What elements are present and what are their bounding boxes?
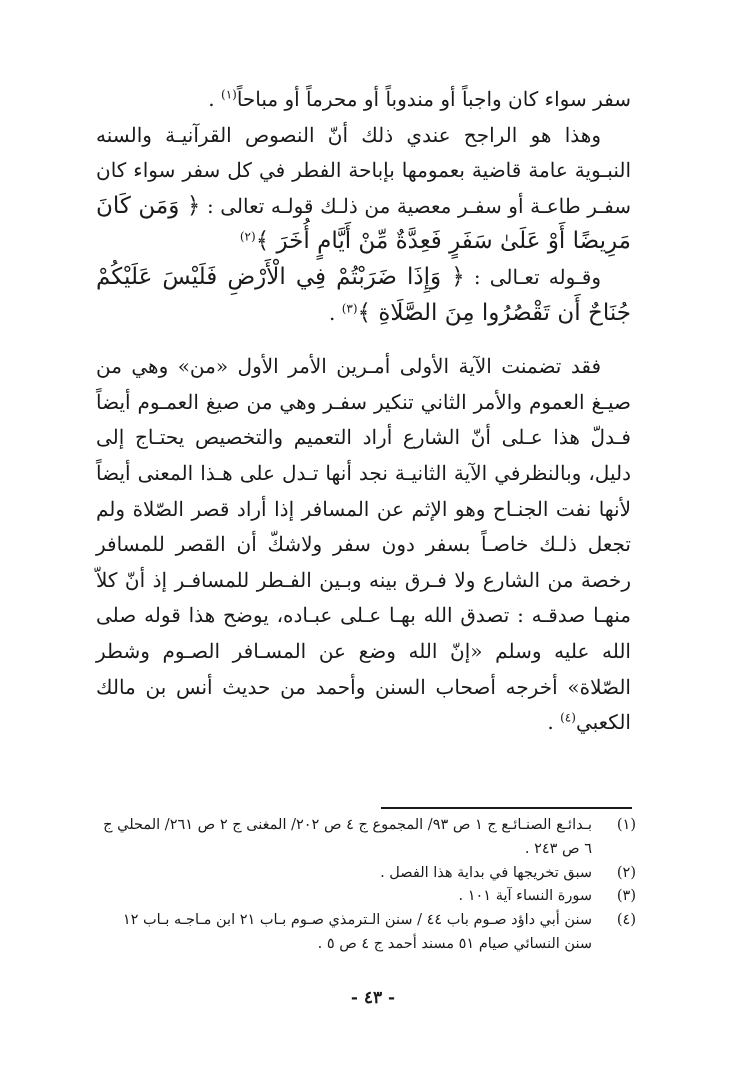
paragraph-3-text: وقـوله تعـالى : — [473, 264, 601, 289]
footnote-1-text: بـدائـع الصنـائـع ج ١ ص ٩٣/ المجموع ج ٤ ص ٢٠٢/ المغنى ج ٢ ص ٢٦١/ المحلي ج ٦ ص ٢٤٣ . — [103, 817, 592, 857]
footnote-1-number: (١) — [616, 817, 636, 833]
footnote-3-number: (٣) — [616, 888, 636, 905]
paragraph-3 — [96, 260, 631, 331]
footnote-2-text: سبق تخريجها في بداية هذا الفصل . — [380, 864, 592, 881]
footnote-2-number: (٢) — [616, 864, 636, 881]
footnote-2 — [96, 862, 636, 886]
paragraph-3-end: . — [329, 300, 336, 325]
quran-verse-2: ﴿ وَإِذَا ضَرَبْتُمْ فِي الْأَرْضِ فَلَيْسَ عَلَيْكُمْ جُنَاحٌ أَن تَقْصُرُوا مِنَ الصَّلَاةِ ﴾ — [96, 263, 631, 326]
paragraph-2 — [96, 118, 631, 260]
footnotes — [96, 814, 636, 957]
main-text — [96, 82, 631, 741]
footnote-4-number: (٤) — [616, 912, 636, 929]
footnote-3-text: سورة النساء آية ١٠١ . — [458, 888, 592, 905]
paragraph-1-text: سفر سواء كان واجباً أو مندوباً أو محرماً أو مباحاً — [236, 87, 631, 111]
footnote-4-text: سنن أبي داؤد صـوم باب ٤٤ / سنن الـترمذي صـوم بـاب ٢١ ابن مـاجـه بـاب ١٢ سنن النسائي صيام ٥١ مسند أحمد ج ٤ ص ٥ . — [122, 912, 592, 952]
footnote-separator — [381, 807, 632, 809]
footnote-ref-3: (٣) — [341, 300, 358, 315]
quran-verse-1: ﴿ وَمَن كَانَ مَرِيضًا أَوْ عَلَىٰ سَفَرٍ فَعِدَّةٌ مِّنْ أَيَّامٍ أُخَرَ ﴾ — [96, 192, 631, 255]
paragraph-1-end: . — [208, 87, 215, 111]
footnote-3 — [96, 885, 636, 909]
paragraph-4-end: . — [547, 710, 554, 735]
page-number: - ٤٣ - — [350, 988, 396, 1008]
footnote-ref-4: (٤) — [560, 710, 576, 725]
footnote-4 — [96, 909, 636, 957]
paragraph-1 — [96, 82, 631, 118]
paragraph-4-text: فقد تضمنت الآية الأولى أمـرين الأمر الأول «من» وهي من صيـغ العموم والأمر الثاني تنكير سفـر وهي من صيغ العمـوم أيضاً فـدلّ هذا عـلى أنّ الشارع أراد التعميم والتخصيص يحتـاج إلى دليل، وبالنظرفي الآية الثانيـة نجد أنها تـدل على هـذا المعنى أيضاً لأنها نفت الجنـاح وهو الإثم عن المسافر إذا أراد قصر الصّلاة ولم تجعل ذلـك خاصـاً بسفر دون سفر ولاشكّ أن القصر للمسافر رخصة من الشارع ولا فـرق بينه وبـين الفـطر للمسافـر إذ أنّ كلاّ منهـا صدقـه : تصدق الله بهـا عـلى عبـاده، يوضح هذا قوله صلى الله عليه وسلم «إنّ الله وضع عن المسـافر الصـوم وشطر الصّلاة» أخرجه أصحاب السنن وأحمد من حديث أنس بن مالك الكعبي — [96, 354, 631, 735]
footnote-ref-1: (١) — [221, 87, 237, 102]
paragraph-2-text: وهذا هو الراجح عندي ذلك أنّ النصوص القرآنيـة والسنه النبـوية عامة قاضية بعمومها بإباحة الفطر في كل سفر سواء كان سفـر طاعـة أو سفـر معصية من ذلـك قولـه تعالى : — [96, 122, 631, 218]
footnote-ref-2: (٢) — [239, 229, 256, 244]
footnote-1 — [96, 814, 636, 862]
paragraph-4 — [96, 349, 631, 741]
